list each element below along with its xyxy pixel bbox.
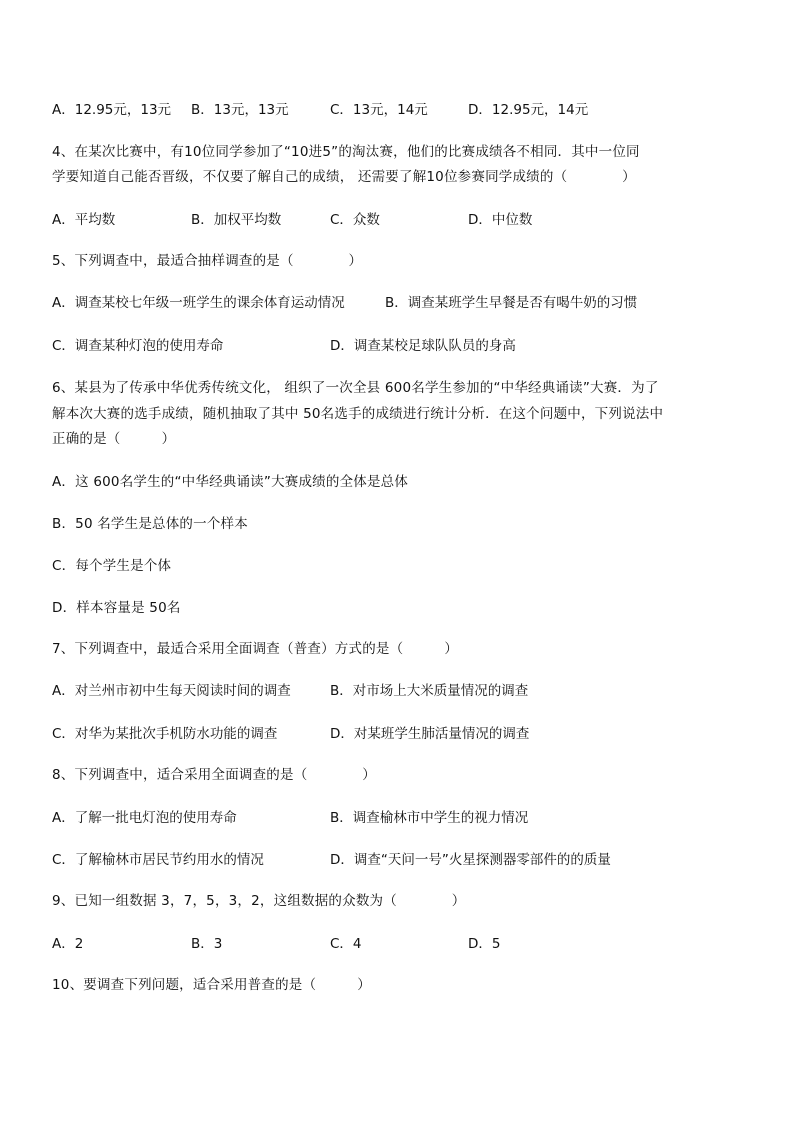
q6-option-d: D．样本容量是 50名 (52, 600, 181, 616)
q9-option-c: C．4 (330, 936, 362, 952)
q7-option-b: B．对市场上大米质量情况的调查 (330, 683, 529, 699)
q4-option-c: C．众数 (330, 212, 380, 228)
q7-stem: 7、下列调查中，最适合采用全面调查（普查）方式的是（ ） (52, 641, 459, 657)
q5-option-b: B．调查某班学生早餐是否有喝牛奶的习惯 (385, 295, 638, 311)
q6-stem-line-1: 6、某县为了传承中华优秀传统文化， 组织了一次全县 600名学生参加的“中华经典诵读”大赛．为了 (52, 380, 659, 396)
q3-option-b: B．13元，13元 (191, 102, 289, 118)
q8-option-c: C．了解榆林市居民节约用水的情况 (52, 852, 264, 868)
q8-stem: 8、下列调查中，适合采用全面调查的是（ ） (52, 767, 376, 783)
q8-option-d: D．调查“天问一号”火星探测器零部件的的质量 (330, 852, 611, 868)
q4-option-d: D．中位数 (468, 212, 533, 228)
q9-stem: 9、已知一组数据 3，7，5，3，2，这组数据的众数为（ ） (52, 893, 466, 909)
q4-stem-line-1: 4、在某次比赛中，有10位同学参加了“10进5”的淘汰赛，他们的比赛成绩各不相同．其中一位同 (52, 144, 640, 160)
q6-option-b: B．50 名学生是总体的一个样本 (52, 516, 248, 532)
q8-option-a: A．了解一批电灯泡的使用寿命 (52, 810, 237, 826)
q5-option-a: A．调查某校七年级一班学生的课余体育运动情况 (52, 295, 345, 311)
q6-stem-line-2: 解本次大赛的选手成绩，随机抽取了其中 50名选手的成绩进行统计分析．在这个问题中，下列说法中 (52, 406, 664, 422)
q3-option-a: A．12.95元，13元 (52, 102, 172, 118)
q10-stem: 10、要调查下列问题，适合采用普查的是（ ） (52, 977, 371, 993)
q4-stem-line-2: 学要知道自己能否晋级，不仅要了解自己的成绩， 还需要了解10位参赛同学成绩的（ ） (52, 169, 636, 185)
q5-option-d: D．调查某校足球队队员的身高 (330, 338, 516, 354)
q7-option-d: D．对某班学生肺活量情况的调查 (330, 726, 530, 742)
q8-option-b: B．调查榆林市中学生的视力情况 (330, 810, 529, 826)
q6-stem-line-3: 正确的是（ ） (52, 431, 176, 447)
q6-option-c: C．每个学生是个体 (52, 558, 172, 574)
q6-option-a: A．这 600名学生的“中华经典诵读”大赛成绩的全体是总体 (52, 474, 409, 490)
q3-option-c: C．13元，14元 (330, 102, 428, 118)
q5-option-c: C．调查某种灯泡的使用寿命 (52, 338, 224, 354)
q9-option-a: A．2 (52, 936, 84, 952)
q4-option-a: A．平均数 (52, 212, 116, 228)
q4-option-b: B．加权平均数 (191, 212, 282, 228)
q9-option-b: B．3 (191, 936, 223, 952)
q9-option-d: D．5 (468, 936, 501, 952)
q5-stem: 5、下列调查中，最适合抽样调查的是（ ） (52, 253, 363, 269)
q7-option-a: A．对兰州市初中生每天阅读时间的调查 (52, 683, 291, 699)
q3-option-d: D．12.95元，14元 (468, 102, 589, 118)
q7-option-c: C．对华为某批次手机防水功能的调查 (52, 726, 278, 742)
